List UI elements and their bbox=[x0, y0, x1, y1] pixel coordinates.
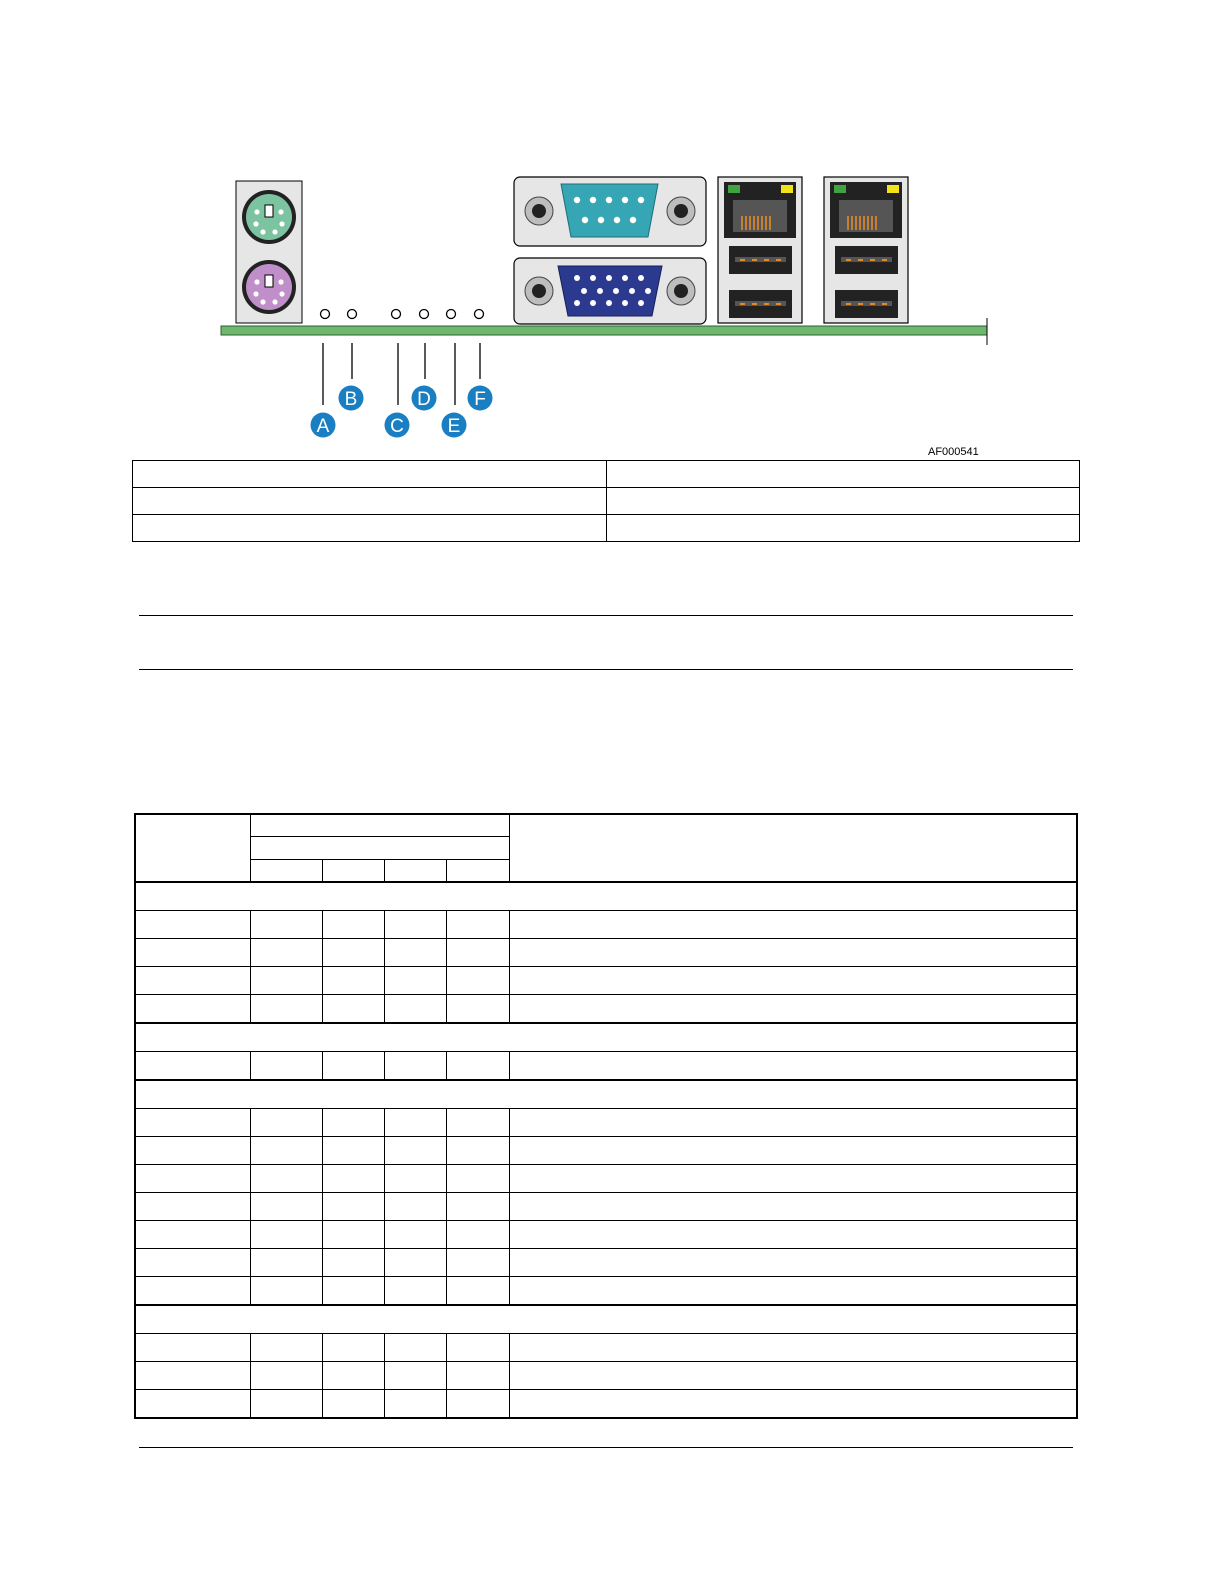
table-row bbox=[135, 1165, 1077, 1193]
group-header-cell bbox=[135, 1023, 1077, 1052]
table-cell bbox=[135, 1052, 250, 1081]
table-cell bbox=[509, 1193, 1077, 1221]
table-cell bbox=[446, 1277, 509, 1306]
table-row bbox=[135, 1390, 1077, 1419]
table-cell bbox=[322, 995, 384, 1024]
group-header-row bbox=[135, 882, 1077, 911]
table-cell bbox=[135, 1165, 250, 1193]
table-cell bbox=[135, 1249, 250, 1277]
header-cell bbox=[446, 859, 509, 882]
table-cell bbox=[446, 1249, 509, 1277]
table-cell bbox=[322, 1277, 384, 1306]
table-cell bbox=[446, 967, 509, 995]
table-header-row bbox=[135, 814, 1077, 837]
table-cell bbox=[446, 1193, 509, 1221]
table-cell bbox=[446, 939, 509, 967]
table-cell bbox=[446, 1165, 509, 1193]
table-cell bbox=[606, 488, 1080, 515]
ps2-keyboard-icon bbox=[242, 190, 296, 244]
table-cell bbox=[135, 1362, 250, 1390]
group-header-row bbox=[135, 1080, 1077, 1109]
table-cell bbox=[250, 1137, 322, 1165]
table-cell bbox=[250, 1277, 322, 1306]
figure-id: AF000541 bbox=[928, 446, 979, 458]
table-cell bbox=[446, 1109, 509, 1137]
table-row bbox=[135, 967, 1077, 995]
table-cell bbox=[446, 1390, 509, 1419]
table-row bbox=[133, 488, 1080, 515]
usb-port-icon bbox=[835, 246, 898, 274]
table-cell bbox=[250, 1052, 322, 1081]
table-cell bbox=[322, 1137, 384, 1165]
table-cell bbox=[250, 967, 322, 995]
table-cell bbox=[322, 967, 384, 995]
table-cell bbox=[322, 911, 384, 939]
table-cell bbox=[384, 1277, 446, 1306]
table-row bbox=[135, 939, 1077, 967]
table-cell bbox=[135, 939, 250, 967]
callout-c bbox=[385, 413, 410, 438]
table-cell bbox=[384, 939, 446, 967]
callout-legend-table bbox=[132, 460, 1080, 542]
serial-port-icon bbox=[514, 177, 706, 246]
table-cell bbox=[509, 995, 1077, 1024]
callout-a bbox=[311, 413, 336, 438]
table-cell bbox=[446, 1362, 509, 1390]
usb-port-icon bbox=[729, 246, 792, 274]
table-cell bbox=[606, 461, 1080, 488]
section-rule-top bbox=[139, 615, 1073, 616]
table-cell bbox=[446, 1221, 509, 1249]
footer-rule bbox=[139, 1447, 1073, 1448]
group-header-cell bbox=[135, 1305, 1077, 1334]
table-cell bbox=[250, 1221, 322, 1249]
svg-text:D: D bbox=[417, 389, 431, 410]
table-cell bbox=[509, 1109, 1077, 1137]
svg-text:F: F bbox=[474, 389, 486, 410]
usb-port-icon bbox=[835, 290, 898, 318]
group-header-cell bbox=[135, 882, 1077, 911]
table-cell bbox=[135, 1137, 250, 1165]
table-cell bbox=[384, 911, 446, 939]
table-cell bbox=[384, 1334, 446, 1362]
table-cell bbox=[322, 939, 384, 967]
table-cell bbox=[446, 995, 509, 1024]
rj45-port-icon bbox=[724, 182, 796, 238]
post-table-body bbox=[135, 882, 1077, 1418]
back-panel-diagram bbox=[0, 0, 1224, 460]
table-cell bbox=[384, 1193, 446, 1221]
table-row bbox=[135, 995, 1077, 1024]
table-row bbox=[135, 911, 1077, 939]
table-cell bbox=[509, 1334, 1077, 1362]
table-row bbox=[135, 1109, 1077, 1137]
header-cell bbox=[250, 814, 509, 837]
callout-b bbox=[339, 386, 364, 411]
table-cell bbox=[384, 1221, 446, 1249]
table-cell bbox=[322, 1221, 384, 1249]
ps2-mouse-icon bbox=[242, 260, 296, 314]
usb-port-icon bbox=[729, 290, 792, 318]
table-cell bbox=[509, 1249, 1077, 1277]
table-cell bbox=[322, 1249, 384, 1277]
header-cell bbox=[135, 814, 250, 882]
table-cell bbox=[384, 1052, 446, 1081]
table-cell bbox=[322, 1334, 384, 1362]
header-cell bbox=[384, 859, 446, 882]
table-cell bbox=[133, 461, 607, 488]
table-cell bbox=[250, 1109, 322, 1137]
table-row bbox=[135, 1362, 1077, 1390]
lan-usb-stack-2 bbox=[824, 177, 908, 323]
group-header-cell bbox=[135, 1080, 1077, 1109]
table-cell bbox=[384, 1109, 446, 1137]
table-cell bbox=[135, 1221, 250, 1249]
table-cell bbox=[135, 967, 250, 995]
table-cell bbox=[135, 1193, 250, 1221]
table-cell bbox=[250, 939, 322, 967]
header-cell bbox=[509, 814, 1077, 882]
table-cell bbox=[135, 1109, 250, 1137]
table-row bbox=[135, 1221, 1077, 1249]
header-cell bbox=[250, 859, 322, 882]
table-cell bbox=[384, 1362, 446, 1390]
table-row bbox=[135, 1137, 1077, 1165]
table-cell bbox=[133, 488, 607, 515]
table-cell bbox=[135, 911, 250, 939]
board-edge bbox=[221, 326, 987, 335]
header-cell bbox=[322, 859, 384, 882]
table-cell bbox=[135, 1277, 250, 1306]
group-header-row bbox=[135, 1305, 1077, 1334]
table-cell bbox=[135, 1334, 250, 1362]
table-cell bbox=[322, 1193, 384, 1221]
table-cell bbox=[322, 1165, 384, 1193]
table-row bbox=[135, 1249, 1077, 1277]
vga-port-icon bbox=[514, 258, 706, 324]
table-cell bbox=[509, 1221, 1077, 1249]
table-cell bbox=[446, 1334, 509, 1362]
section-rule-bottom bbox=[139, 669, 1073, 670]
table-cell bbox=[250, 1249, 322, 1277]
svg-text:B: B bbox=[344, 389, 358, 410]
table-cell bbox=[509, 1052, 1077, 1081]
table-cell bbox=[509, 1137, 1077, 1165]
table-cell bbox=[509, 967, 1077, 995]
led-icon bbox=[321, 310, 484, 319]
table-cell bbox=[135, 995, 250, 1024]
table-cell bbox=[250, 1334, 322, 1362]
svg-text:A: A bbox=[316, 416, 330, 437]
table-cell bbox=[250, 1390, 322, 1419]
table-row bbox=[135, 1277, 1077, 1306]
table-cell bbox=[250, 995, 322, 1024]
table-cell bbox=[322, 1109, 384, 1137]
svg-text:E: E bbox=[447, 416, 461, 437]
callout-f bbox=[468, 386, 493, 411]
table-cell bbox=[384, 1137, 446, 1165]
table-cell bbox=[250, 911, 322, 939]
table-row bbox=[135, 1193, 1077, 1221]
table-cell bbox=[509, 1277, 1077, 1306]
table-row bbox=[135, 1334, 1077, 1362]
table-cell bbox=[509, 939, 1077, 967]
post-code-table bbox=[134, 813, 1078, 1419]
rj45-port-icon bbox=[830, 182, 902, 238]
table-cell bbox=[509, 1390, 1077, 1419]
table-cell bbox=[322, 1362, 384, 1390]
table-cell bbox=[446, 911, 509, 939]
group-header-row bbox=[135, 1023, 1077, 1052]
table-cell bbox=[322, 1052, 384, 1081]
table-cell bbox=[509, 1165, 1077, 1193]
lan-usb-stack-1 bbox=[718, 177, 802, 323]
table-cell bbox=[384, 1390, 446, 1419]
table-row bbox=[133, 461, 1080, 488]
table-cell bbox=[135, 1390, 250, 1419]
table-cell bbox=[384, 1249, 446, 1277]
svg-text:C: C bbox=[390, 416, 404, 437]
table-cell bbox=[384, 967, 446, 995]
table-cell bbox=[133, 515, 607, 542]
header-cell bbox=[250, 837, 509, 859]
table-cell bbox=[250, 1165, 322, 1193]
table-cell bbox=[322, 1390, 384, 1419]
table-cell bbox=[509, 1362, 1077, 1390]
table-row bbox=[135, 1052, 1077, 1081]
table-cell bbox=[446, 1137, 509, 1165]
table-cell bbox=[250, 1193, 322, 1221]
callout-e bbox=[442, 413, 467, 438]
table-cell bbox=[384, 1165, 446, 1193]
table-cell bbox=[606, 515, 1080, 542]
callout-d bbox=[412, 386, 437, 411]
table-cell bbox=[509, 911, 1077, 939]
table-cell bbox=[446, 1052, 509, 1081]
table-row bbox=[133, 515, 1080, 542]
table-cell bbox=[250, 1362, 322, 1390]
table-cell bbox=[384, 995, 446, 1024]
